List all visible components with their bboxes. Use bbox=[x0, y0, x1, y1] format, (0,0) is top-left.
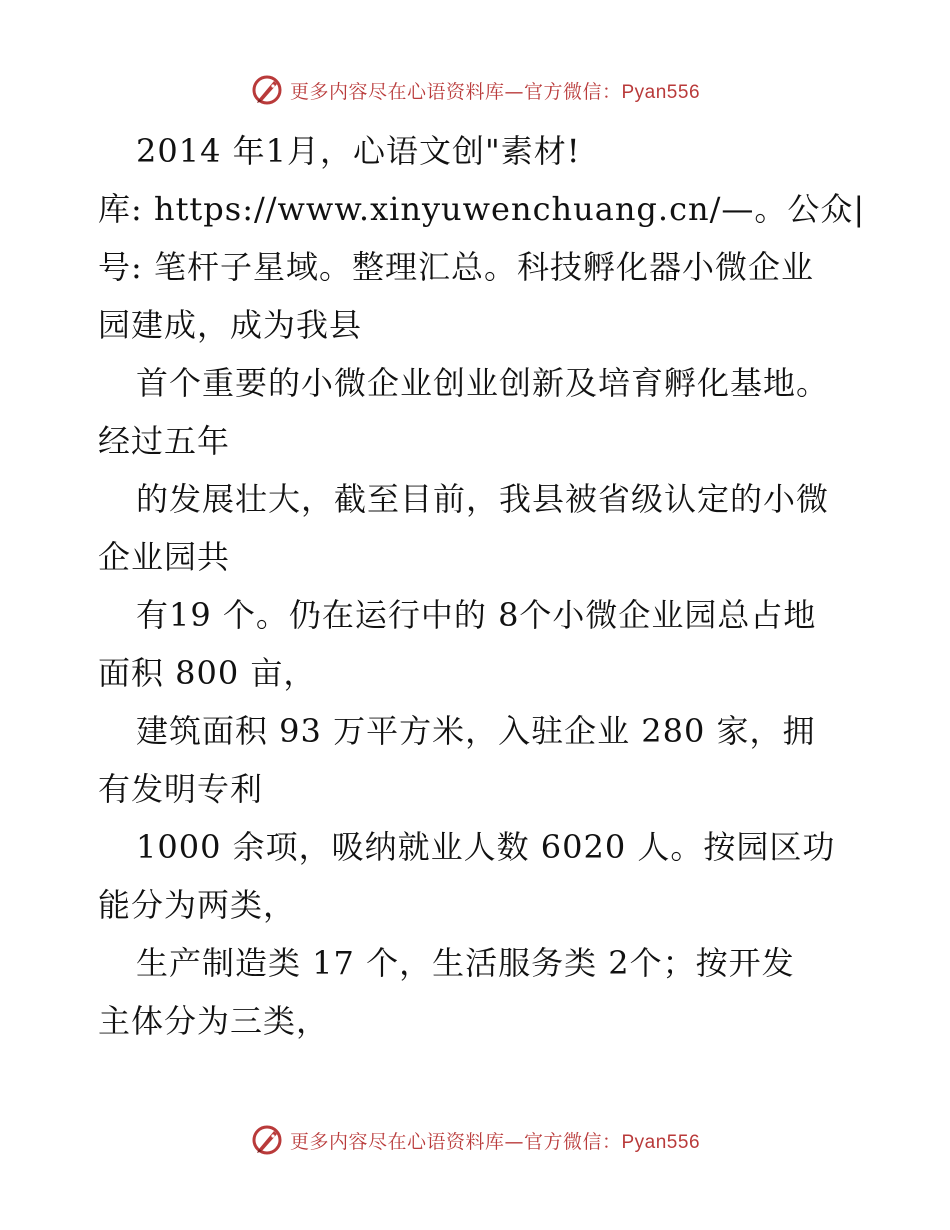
banner-text: 更多内容尽在心语资料库—官方微信：Pyan556 bbox=[289, 80, 701, 103]
pen-logo-icon bbox=[250, 1123, 284, 1157]
pen-logo-icon bbox=[250, 73, 284, 107]
text-line: 经过五年 bbox=[98, 422, 231, 460]
text-line: 有19 个。仍在运行中的 8个小微企业园总占地 bbox=[136, 596, 817, 634]
text-line: 面积 800 亩， bbox=[98, 654, 317, 692]
text-line: 主体分为三类， bbox=[98, 1002, 330, 1040]
header-banner bbox=[0, 70, 950, 110]
text-line: 2014 年1月，心语文创"素材! bbox=[136, 132, 581, 170]
text-line: 首个重要的小微企业创业创新及培育孵化基地。 bbox=[136, 364, 830, 402]
text-line: 能分为两类， bbox=[98, 886, 297, 924]
text-line: 生产制造类 17 个，生活服务类 2个；按开发 bbox=[136, 944, 795, 982]
text-line: 建筑面积 93 万平方米，入驻企业 280 家，拥 bbox=[136, 712, 816, 750]
footer-banner bbox=[0, 1120, 950, 1160]
text-line: 园建成，成为我县 bbox=[98, 306, 363, 344]
banner-text: 更多内容尽在心语资料库—官方微信：Pyan556 bbox=[289, 1130, 701, 1153]
text-line: 1000 余项，吸纳就业人数 6020 人。按园区功 bbox=[136, 828, 836, 866]
text-line: 库: https://www.xinyuwenchuang.cn/—。公众| bbox=[98, 190, 866, 228]
text-line: 有发明专利 bbox=[98, 770, 264, 808]
document-body bbox=[98, 122, 866, 1050]
text-line: 号: 笔杆子星域。整理汇总。科技孵化器小微企业 bbox=[98, 248, 814, 286]
text-line: 企业园共 bbox=[98, 538, 231, 576]
text-line: 的发展壮大，截至目前，我县被省级认定的小微 bbox=[136, 480, 830, 518]
